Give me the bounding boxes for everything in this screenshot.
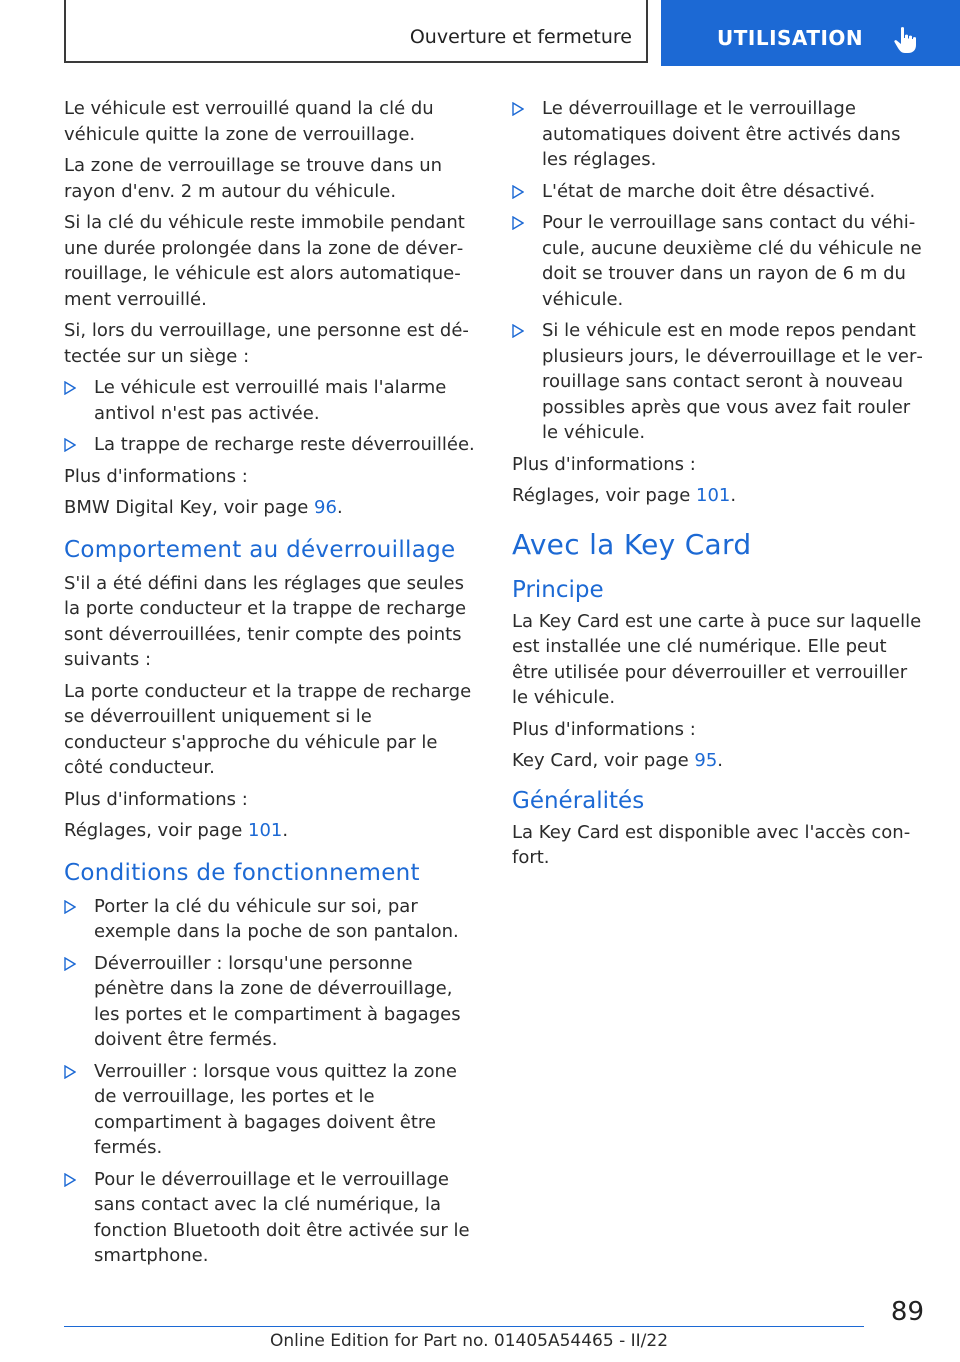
- list-item: [64, 894, 478, 945]
- triangle-bullet-icon: [64, 957, 76, 971]
- page-reference: [64, 495, 478, 521]
- list-item: [512, 318, 926, 446]
- reference-end: .: [336, 497, 343, 518]
- list-item-text: Pour le verrouillage sans contact du véhicule, aucune deuxième clé du véhicule ne doit se trouver dans un rayon de 6 m du véhicule.: [542, 212, 922, 310]
- list-item: [64, 375, 478, 426]
- bullet-list: [512, 96, 926, 446]
- heading-principe: Principe: [512, 576, 604, 603]
- heading-comportement: Comportement au déverrouillage: [64, 536, 456, 563]
- list-item-text: L'état de marche doit être désactivé.: [542, 180, 876, 202]
- list-item-text: Déverrouiller : lorsqu'une personne pénètre dans la zone de déverrouillage, les portes et le compartiment à bagages doivent être fermés.: [94, 952, 461, 1050]
- paragraph: Le véhicule est verrouillé quand la clé du véhicule quitte la zone de verrouillage.: [64, 98, 434, 145]
- heading-key-card: Avec la Key Card: [512, 527, 752, 561]
- page-link-96[interactable]: 96: [314, 497, 337, 518]
- list-item: [64, 1167, 478, 1269]
- more-info-label: Plus d'informations :: [512, 718, 696, 740]
- triangle-bullet-icon: [512, 324, 524, 338]
- page-link-101[interactable]: 101: [248, 820, 283, 841]
- footer-edition: Online Edition for Part no. 01405A54465 - II/22: [270, 1331, 669, 1351]
- page-reference: [64, 818, 478, 844]
- section-header-box: [64, 0, 648, 63]
- more-info-label: Plus d'informations :: [512, 453, 696, 475]
- list-item-text: Le déverrouillage et le verrouillage automatiques doivent être activés dans les réglages.: [542, 98, 901, 170]
- list-item: [512, 96, 926, 173]
- page-link-95[interactable]: 95: [694, 750, 718, 771]
- triangle-bullet-icon: [64, 1173, 76, 1187]
- triangle-bullet-icon: [512, 102, 524, 116]
- reference-end: .: [282, 820, 289, 841]
- triangle-bullet-icon: [64, 438, 76, 452]
- list-item-text: Le véhicule est verrouillé mais l'alarme antivol n'est pas activée.: [94, 377, 447, 424]
- list-item: [512, 179, 926, 205]
- page-number: 89: [890, 1297, 924, 1327]
- paragraph: S'il a été défini dans les réglages que seules la porte conducteur et la trappe de recharge sont déverrouillées, tenir compte des points suivants :: [64, 572, 467, 670]
- reference-text: Réglages, voir page: [512, 485, 697, 506]
- page-reference: [512, 748, 926, 774]
- chapter-tab-label: UTILISATION: [717, 26, 864, 50]
- list-item-text: Si le véhicule est en mode repos pendant plusieurs jours, le déverrouillage et le verrouillage sans contact seront à nouveau possibles après que vous avez fait rouler le véhicule.: [542, 320, 923, 443]
- paragraph: La Key Card est une carte à puce sur laquelle est installée une clé numérique. Elle peut être utilisée pour déverrouiller et verrouiller le véhicule.: [512, 610, 922, 708]
- paragraph: La porte conducteur et la trappe de recharge se déverrouillent uniquement si le conducteur s'approche du véhicule par le côté conducteur.: [64, 680, 472, 778]
- list-item-text: La trappe de recharge reste déverrouillée.: [94, 434, 475, 455]
- hand-pointer-icon: [893, 26, 919, 54]
- reference-text: Key Card, voir page: [512, 750, 695, 771]
- paragraph: La Key Card est disponible avec l'accès confort.: [512, 821, 911, 868]
- list-item-text: Verrouiller : lorsque vous quittez la zone de verrouillage, les portes et le compartiment à bagages doivent être fermés.: [94, 1060, 457, 1158]
- page-header: [0, 0, 960, 66]
- triangle-bullet-icon: [64, 1065, 76, 1079]
- heading-generalites: Généralités: [512, 787, 645, 814]
- list-item: [512, 210, 926, 312]
- right-column: [512, 96, 926, 877]
- reference-text: Réglages, voir page: [64, 820, 249, 841]
- section-title: Ouverture et fermeture: [409, 26, 632, 48]
- bullet-list: [64, 375, 478, 458]
- list-item-text: Porter la clé du véhicule sur soi, par exemple dans la poche de son pantalon.: [94, 895, 459, 942]
- page-reference: [512, 483, 926, 509]
- triangle-bullet-icon: [64, 900, 76, 914]
- list-item: [64, 432, 478, 458]
- more-info-label: Plus d'informations :: [64, 465, 248, 487]
- list-item: [64, 951, 478, 1053]
- bullet-list: [64, 894, 478, 1269]
- reference-end: .: [717, 750, 724, 771]
- reference-end: .: [730, 485, 737, 506]
- footer-divider: [64, 1326, 864, 1327]
- triangle-bullet-icon: [512, 216, 524, 230]
- left-column: [64, 96, 478, 1275]
- chapter-tab[interactable]: [661, 0, 960, 66]
- paragraph: Si, lors du verrouillage, une personne est détectée sur un siège :: [64, 320, 469, 367]
- paragraph: La zone de verrouillage se trouve dans un rayon d'env. 2 m autour du véhicule.: [64, 155, 443, 202]
- heading-conditions: Conditions de fonctionnement: [64, 859, 420, 886]
- paragraph: Si la clé du véhicule reste immobile pendant une durée prolongée dans la zone de déverrouillage, le véhicule est alors automatiquement verrouillé.: [64, 212, 465, 310]
- reference-text: BMW Digital Key, voir page: [64, 497, 315, 518]
- list-item-text: Pour le déverrouillage et le verrouillage sans contact avec la clé numérique, la fonction Bluetooth doit être activée sur le smartphone.: [94, 1168, 470, 1266]
- page-link-101[interactable]: 101: [696, 485, 731, 506]
- more-info-label: Plus d'informations :: [64, 788, 248, 810]
- list-item: [64, 1059, 478, 1161]
- triangle-bullet-icon: [64, 381, 76, 395]
- triangle-bullet-icon: [512, 185, 524, 199]
